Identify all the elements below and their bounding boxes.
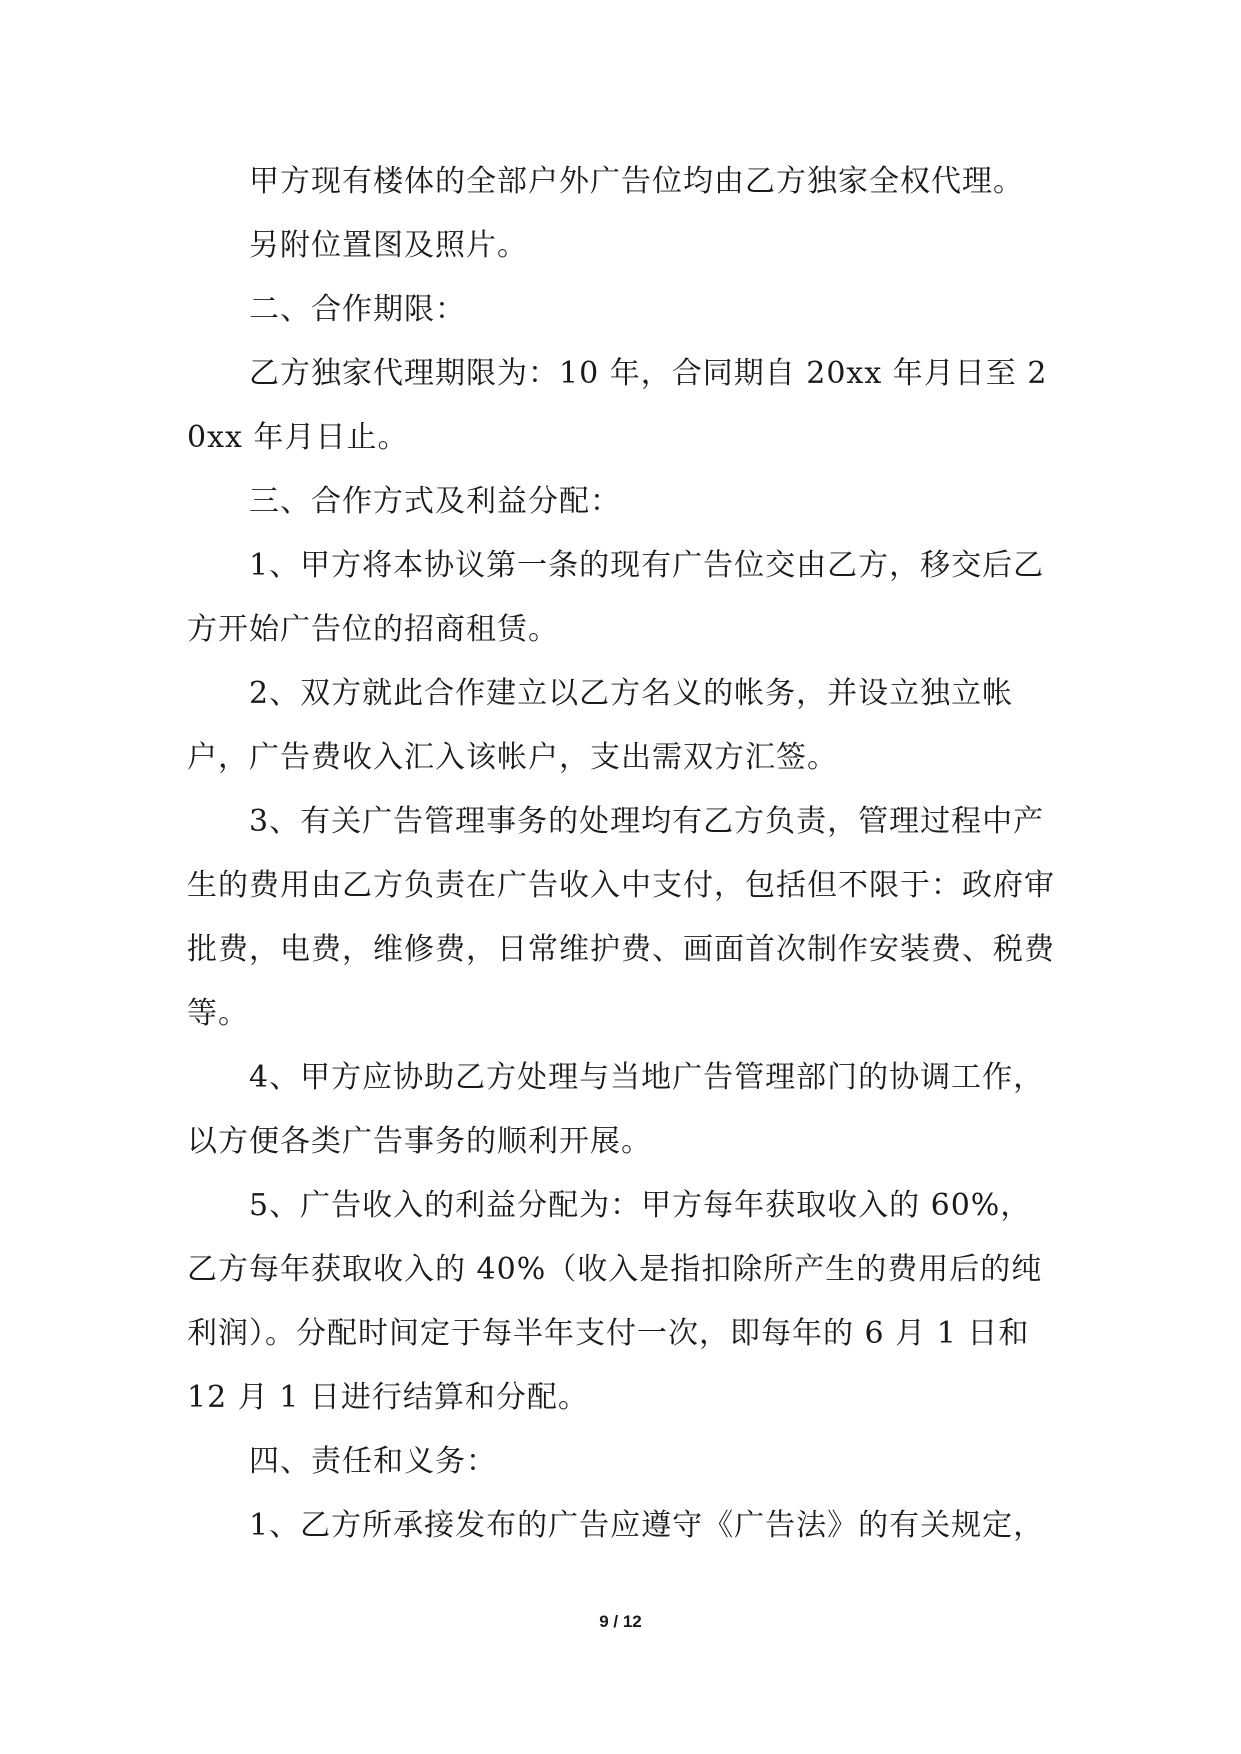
section-heading-term: 二、合作期限： [249,292,466,327]
paragraph-term-period: 乙方独家代理期限为：10 年，合同期自 20xx 年月日至 20xx 年月日止。 [187,356,1048,455]
section-heading-duties: 四、责任和义务： [249,1444,497,1479]
section-heading-cooperation: 三、合作方式及利益分配： [249,484,621,519]
clause-item-5: 5、广告收入的利益分配为：甲方每年获取收入的 60%，乙方每年获取收入的 40%（收入是指扣除所产生的费用后的纯利润）。分配时间定于每半年支付一次，即每年的 6 月 1 日和 12 月 1 日进行结算和分配。 [187,1188,1043,1415]
clause-item-4: 4、甲方应协助乙方处理与当地广告管理部门的协调工作，以方便各类广告事务的顺利开展。 [187,1060,1045,1159]
paragraph-attachment-note: 另附位置图及照片。 [249,228,528,263]
duty-item-1: 1、乙方所承接发布的广告应遵守《广告法》的有关规定， [249,1508,1045,1543]
document-body [187,150,1055,1558]
clause-item-3: 3、有关广告管理事务的处理均有乙方负责，管理过程中产生的费用由乙方负责在广告收入中支付，包括但不限于：政府审批费，电费，维修费，日常维护费、画面首次制作安装费、税费等。 [187,804,1055,1031]
clause-item-1: 1、甲方将本协议第一条的现有广告位交由乙方，移交后乙方开始广告位的招商租赁。 [187,548,1045,647]
page-number: 9 / 12 [599,1612,642,1631]
clause-item-2: 2、双方就此合作建立以乙方名义的帐务，并设立独立帐户，广告费收入汇入该帐户，支出需双方汇签。 [187,676,1014,775]
paragraph-ad-rights: 甲方现有楼体的全部户外广告位均由乙方独家全权代理。 [249,164,1024,199]
